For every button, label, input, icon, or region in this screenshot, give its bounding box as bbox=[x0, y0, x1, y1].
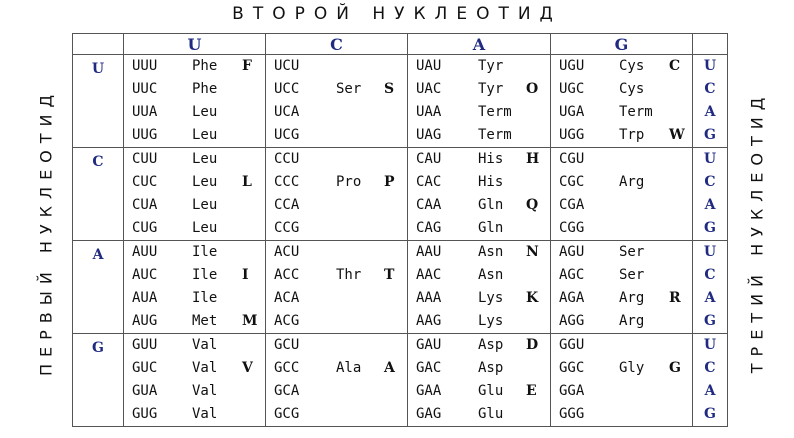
amino-acid: Leu bbox=[192, 104, 218, 120]
codon: CUA bbox=[132, 197, 158, 213]
third-nucleotide-column bbox=[693, 334, 728, 427]
one-letter-code: E bbox=[526, 383, 537, 399]
third-nucleotide-column bbox=[693, 148, 728, 241]
first-nucleotide-title: ПЕРВЫЙ НУКЛЕОТИД bbox=[36, 87, 56, 377]
codon-line bbox=[551, 194, 692, 217]
codon-line bbox=[266, 194, 407, 217]
codon-line bbox=[266, 241, 407, 264]
codon-line bbox=[408, 124, 550, 147]
first-nucleotide-label: C bbox=[73, 148, 124, 241]
codon: AUC bbox=[132, 267, 158, 283]
codon-line bbox=[551, 148, 692, 171]
amino-acid: Gln bbox=[478, 220, 504, 236]
codon-block bbox=[124, 55, 266, 148]
codon: AGU bbox=[559, 244, 585, 260]
codon-line bbox=[266, 55, 407, 78]
codon: UGG bbox=[559, 127, 585, 143]
codon-line bbox=[408, 287, 550, 310]
codon: ACA bbox=[274, 290, 300, 306]
amino-acid: Leu bbox=[192, 174, 218, 190]
amino-acid: Trp bbox=[619, 127, 645, 143]
amino-acid: Thr bbox=[336, 267, 362, 283]
codon-line bbox=[124, 55, 265, 78]
codon-line bbox=[551, 403, 692, 426]
codon-row-group bbox=[73, 241, 728, 334]
amino-acid: Leu bbox=[192, 220, 218, 236]
amino-acid: Asn bbox=[478, 244, 504, 260]
codon-line bbox=[266, 148, 407, 171]
amino-acid: Gln bbox=[478, 197, 504, 213]
amino-acid: Glu bbox=[478, 383, 504, 399]
codon: UCC bbox=[274, 81, 300, 97]
second-nucleotide-header: U bbox=[124, 34, 266, 55]
one-letter-code: P bbox=[384, 174, 395, 190]
codon: CGG bbox=[559, 220, 585, 236]
codon-line bbox=[266, 264, 407, 287]
codon: CAC bbox=[416, 174, 442, 190]
third-nucleotide-label: G bbox=[704, 313, 716, 329]
codon-line bbox=[266, 217, 407, 240]
codon-line bbox=[124, 194, 265, 217]
amino-acid: Term bbox=[619, 104, 653, 120]
codon: GCC bbox=[274, 360, 300, 376]
codon-block bbox=[124, 148, 266, 241]
codon-block bbox=[408, 334, 551, 427]
third-nucleotide-label: C bbox=[704, 174, 716, 190]
codon-line bbox=[266, 334, 407, 357]
third-nucleotide-label: A bbox=[704, 383, 716, 399]
codon-line bbox=[124, 334, 265, 357]
codon-block bbox=[408, 148, 551, 241]
second-nucleotide-title: ВТОРОЙ НУКЛЕОТИД bbox=[232, 4, 562, 24]
amino-acid: Arg bbox=[619, 290, 645, 306]
codon: GAU bbox=[416, 337, 442, 353]
codon-line bbox=[551, 287, 692, 310]
amino-acid: Ala bbox=[336, 360, 362, 376]
codon-line bbox=[408, 380, 550, 403]
codon: AUA bbox=[132, 290, 158, 306]
codon-line bbox=[408, 78, 550, 101]
codon: GCG bbox=[274, 406, 300, 422]
codon: UAG bbox=[416, 127, 442, 143]
codon: UAU bbox=[416, 58, 442, 74]
amino-acid: Ile bbox=[192, 267, 218, 283]
amino-acid: Term bbox=[478, 127, 512, 143]
codon-line bbox=[551, 101, 692, 124]
codon-line bbox=[551, 241, 692, 264]
codon: UUU bbox=[132, 58, 158, 74]
amino-acid: Leu bbox=[192, 127, 218, 143]
codon-block bbox=[266, 334, 408, 427]
codon: CUG bbox=[132, 220, 158, 236]
codon: ACC bbox=[274, 267, 300, 283]
third-nucleotide-label: A bbox=[704, 197, 716, 213]
codon: AGG bbox=[559, 313, 585, 329]
third-nucleotide-label: A bbox=[704, 104, 716, 120]
codon: GAA bbox=[416, 383, 442, 399]
third-nucleotide-label: G bbox=[704, 220, 716, 236]
third-nucleotide-column bbox=[693, 55, 728, 148]
codon-line bbox=[408, 357, 550, 380]
codon: GGC bbox=[559, 360, 585, 376]
codon-line bbox=[408, 403, 550, 426]
one-letter-code: O bbox=[526, 81, 539, 97]
codon: UGA bbox=[559, 104, 585, 120]
codon-block bbox=[408, 241, 551, 334]
one-letter-code: R bbox=[669, 290, 681, 306]
codon: GUA bbox=[132, 383, 158, 399]
codon-row-group bbox=[73, 55, 728, 148]
codon-block bbox=[266, 148, 408, 241]
codon-line bbox=[266, 403, 407, 426]
first-nucleotide-label: G bbox=[73, 334, 124, 427]
codon: AAU bbox=[416, 244, 442, 260]
amino-acid: Leu bbox=[192, 197, 218, 213]
codon: UAC bbox=[416, 81, 442, 97]
codon-line bbox=[551, 171, 692, 194]
codon-block bbox=[124, 241, 266, 334]
amino-acid: Cys bbox=[619, 81, 645, 97]
codon: UCU bbox=[274, 58, 300, 74]
one-letter-code: S bbox=[384, 81, 395, 97]
codon: CAG bbox=[416, 220, 442, 236]
amino-acid: Asp bbox=[478, 337, 504, 353]
codon: AGA bbox=[559, 290, 585, 306]
first-nucleotide-label: U bbox=[73, 55, 124, 148]
one-letter-code: M bbox=[242, 313, 258, 329]
codon-block bbox=[408, 55, 551, 148]
codon: GGU bbox=[559, 337, 585, 353]
codon-line bbox=[124, 310, 265, 333]
codon-line bbox=[551, 124, 692, 147]
codon: AUG bbox=[132, 313, 158, 329]
codon-line bbox=[408, 194, 550, 217]
codon: CUU bbox=[132, 151, 158, 167]
codon-line bbox=[551, 264, 692, 287]
third-nucleotide-label: G bbox=[704, 127, 716, 143]
codon: CCA bbox=[274, 197, 300, 213]
one-letter-code: I bbox=[242, 267, 249, 283]
third-nucleotide-label: U bbox=[703, 151, 717, 167]
codon: GGA bbox=[559, 383, 585, 399]
codon: AGC bbox=[559, 267, 585, 283]
codon-line bbox=[266, 310, 407, 333]
amino-acid: Val bbox=[192, 360, 218, 376]
codon-line bbox=[124, 101, 265, 124]
codon-line bbox=[408, 171, 550, 194]
third-nucleotide-label: U bbox=[703, 244, 717, 260]
corner-cell bbox=[73, 34, 124, 55]
codon-line bbox=[124, 148, 265, 171]
amino-acid: Phe bbox=[192, 81, 218, 97]
one-letter-code: F bbox=[242, 58, 252, 74]
codon-line bbox=[408, 148, 550, 171]
codon-line bbox=[551, 310, 692, 333]
third-nucleotide-label: C bbox=[704, 267, 716, 283]
codon-line bbox=[124, 217, 265, 240]
amino-acid: Term bbox=[478, 104, 512, 120]
codon-block bbox=[551, 334, 693, 427]
codon: UCA bbox=[274, 104, 300, 120]
codon-line bbox=[124, 124, 265, 147]
first-nucleotide-label: A bbox=[73, 241, 124, 334]
amino-acid: Asp bbox=[478, 360, 504, 376]
codon: AAA bbox=[416, 290, 442, 306]
one-letter-code: W bbox=[669, 127, 685, 143]
one-letter-code: V bbox=[242, 360, 253, 376]
codon-block bbox=[266, 55, 408, 148]
codon: UGU bbox=[559, 58, 585, 74]
codon-line bbox=[551, 380, 692, 403]
codon-line bbox=[124, 241, 265, 264]
amino-acid: Cys bbox=[619, 58, 645, 74]
corner-cell bbox=[693, 34, 728, 55]
third-nucleotide-label: U bbox=[703, 337, 717, 353]
amino-acid: Pro bbox=[336, 174, 362, 190]
codon-line bbox=[266, 124, 407, 147]
codon-line bbox=[266, 357, 407, 380]
amino-acid: Lys bbox=[478, 290, 504, 306]
codon-block bbox=[124, 334, 266, 427]
codon-line bbox=[124, 78, 265, 101]
codon-line bbox=[266, 101, 407, 124]
codon: CGU bbox=[559, 151, 585, 167]
codon: AAC bbox=[416, 267, 442, 283]
amino-acid: Ser bbox=[336, 81, 362, 97]
amino-acid: Tyr bbox=[478, 58, 504, 74]
codon: CAA bbox=[416, 197, 442, 213]
one-letter-code: A bbox=[384, 360, 395, 376]
codon: GAC bbox=[416, 360, 442, 376]
codon: GCA bbox=[274, 383, 300, 399]
codon: CCC bbox=[274, 174, 300, 190]
third-nucleotide-label: C bbox=[704, 360, 716, 376]
codon-line bbox=[408, 310, 550, 333]
codon: UAA bbox=[416, 104, 442, 120]
one-letter-code: H bbox=[526, 151, 540, 167]
codon: UUC bbox=[132, 81, 158, 97]
one-letter-code: C bbox=[669, 58, 681, 74]
codon-block bbox=[551, 148, 693, 241]
amino-acid: Val bbox=[192, 406, 218, 422]
codon-row-group bbox=[73, 148, 728, 241]
codon-line bbox=[551, 217, 692, 240]
header-row bbox=[73, 34, 728, 55]
codon-block bbox=[266, 241, 408, 334]
codon: CAU bbox=[416, 151, 442, 167]
codon: CCG bbox=[274, 220, 300, 236]
one-letter-code: G bbox=[669, 360, 681, 376]
codon: GCU bbox=[274, 337, 300, 353]
amino-acid: Val bbox=[192, 383, 218, 399]
one-letter-code: T bbox=[384, 267, 395, 283]
codon: UCG bbox=[274, 127, 300, 143]
codon-block bbox=[551, 241, 693, 334]
amino-acid: His bbox=[478, 174, 504, 190]
codon: GGG bbox=[559, 406, 585, 422]
codon-row-group bbox=[73, 334, 728, 427]
amino-acid: Asn bbox=[478, 267, 504, 283]
amino-acid: Arg bbox=[619, 313, 645, 329]
amino-acid: Glu bbox=[478, 406, 504, 422]
third-nucleotide-label: C bbox=[704, 81, 716, 97]
codon: ACG bbox=[274, 313, 300, 329]
codon: CCU bbox=[274, 151, 300, 167]
codon-line bbox=[408, 334, 550, 357]
codon-line bbox=[551, 78, 692, 101]
codon-block bbox=[551, 55, 693, 148]
codon-line bbox=[408, 264, 550, 287]
codon-line bbox=[124, 171, 265, 194]
amino-acid: Ile bbox=[192, 290, 218, 306]
amino-acid: Phe bbox=[192, 58, 218, 74]
codon: CGC bbox=[559, 174, 585, 190]
codon-line bbox=[408, 101, 550, 124]
codon-line bbox=[266, 287, 407, 310]
genetic-code-table bbox=[72, 33, 728, 427]
codon-line bbox=[124, 264, 265, 287]
amino-acid: Met bbox=[192, 313, 218, 329]
codon-line bbox=[551, 357, 692, 380]
codon: UGC bbox=[559, 81, 585, 97]
codon-line bbox=[266, 380, 407, 403]
codon-line bbox=[124, 380, 265, 403]
codon-line bbox=[124, 403, 265, 426]
codon: UUA bbox=[132, 104, 158, 120]
amino-acid: Ile bbox=[192, 244, 218, 260]
amino-acid: Ser bbox=[619, 244, 645, 260]
codon-line bbox=[408, 55, 550, 78]
codon-line bbox=[124, 357, 265, 380]
codon: GUU bbox=[132, 337, 158, 353]
one-letter-code: N bbox=[526, 244, 539, 260]
amino-acid: Gly bbox=[619, 360, 645, 376]
codon-line bbox=[408, 241, 550, 264]
second-nucleotide-header: C bbox=[266, 34, 408, 55]
codon-line bbox=[266, 171, 407, 194]
third-nucleotide-label: G bbox=[704, 406, 716, 422]
third-nucleotide-label: U bbox=[703, 58, 717, 74]
codon: ACU bbox=[274, 244, 300, 260]
codon: CGA bbox=[559, 197, 585, 213]
one-letter-code: Q bbox=[526, 197, 539, 213]
second-nucleotide-header: A bbox=[408, 34, 551, 55]
amino-acid: Tyr bbox=[478, 81, 504, 97]
amino-acid: Ser bbox=[619, 267, 645, 283]
codon-line bbox=[266, 78, 407, 101]
amino-acid: Arg bbox=[619, 174, 645, 190]
third-nucleotide-label: A bbox=[704, 290, 716, 306]
codon: UUG bbox=[132, 127, 158, 143]
amino-acid: Lys bbox=[478, 313, 504, 329]
codon-line bbox=[551, 55, 692, 78]
codon: GUG bbox=[132, 406, 158, 422]
codon-line bbox=[408, 217, 550, 240]
third-nucleotide-title: ТРЕТИЙ НУКЛЕОТИД bbox=[747, 90, 767, 374]
one-letter-code: D bbox=[526, 337, 539, 353]
one-letter-code: L bbox=[242, 174, 252, 190]
amino-acid: Leu bbox=[192, 151, 218, 167]
codon-line bbox=[551, 334, 692, 357]
codon: CUC bbox=[132, 174, 158, 190]
amino-acid: His bbox=[478, 151, 504, 167]
codon: AUU bbox=[132, 244, 158, 260]
codon-line bbox=[124, 287, 265, 310]
amino-acid: Val bbox=[192, 337, 218, 353]
third-nucleotide-column bbox=[693, 241, 728, 334]
second-nucleotide-header: G bbox=[551, 34, 693, 55]
codon: GUC bbox=[132, 360, 158, 376]
one-letter-code: K bbox=[526, 290, 539, 306]
codon: GAG bbox=[416, 406, 442, 422]
codon: AAG bbox=[416, 313, 442, 329]
